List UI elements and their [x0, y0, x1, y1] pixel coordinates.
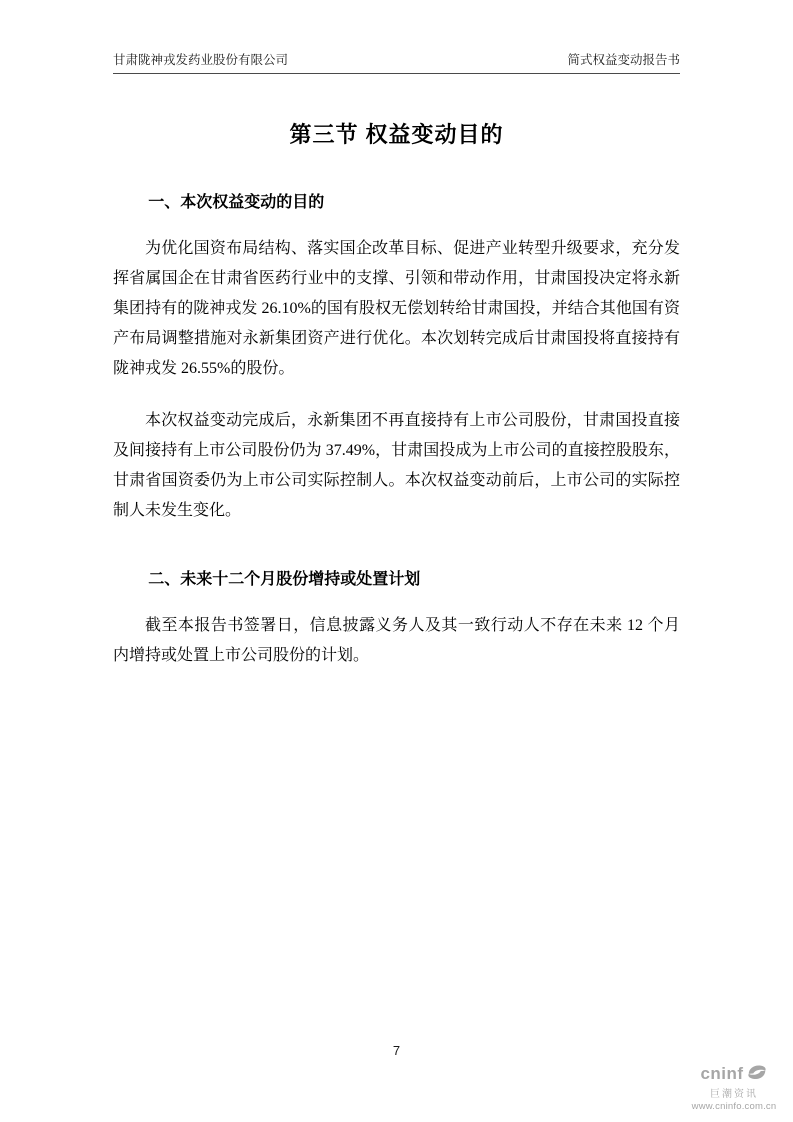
- chapter-title: 第三节 权益变动目的: [289, 122, 504, 147]
- header-report-title: 简式权益变动报告书: [567, 53, 680, 67]
- cninfo-logo-subtitle: 巨潮资讯: [710, 1088, 758, 1100]
- cninfo-swirl-icon: [746, 1061, 768, 1088]
- header-company-name: 甘肃陇神戎发药业股份有限公司: [113, 53, 289, 67]
- section-heading-1: 一、本次权益变动的目的: [148, 194, 325, 211]
- cninfo-logo-url: www.cninfo.com.cn: [691, 1100, 777, 1112]
- paragraph-3: 截至本报告书签署日，信息披露义务人及其一致行动人不存在未来 12 个月内增持或处置上市公司股份的计划。: [113, 617, 680, 664]
- paragraph-1: 为优化国资布局结构、落实国企改革目标、促进产业转型升级要求，充分发挥省属国企在甘肃省医药行业中的支撑、引领和带动作用，甘肃国投决定将永新集团持有的陇神戎发 26.10%的国有股权无偿划转给甘肃国投，并结合其他国有资产布局调整措施对永新集团资产进行优化。本次划转完成后甘肃国投将直接持有陇神戎发 26.55%的股份。: [113, 240, 680, 377]
- cninfo-logo-text: cninf: [700, 1063, 744, 1083]
- cninfo-logo: [679, 1061, 789, 1112]
- paragraph-2: 本次权益变动完成后，永新集团不再直接持有上市公司股份，甘肃国投直接及间接持有上市公司股份仍为 37.49%，甘肃国投成为上市公司的直接控股股东，甘肃省国资委仍为上市公司实际控制人。本次权益变动前后，上市公司的实际控制人未发生变化。: [113, 412, 680, 519]
- page-header: [113, 0, 680, 74]
- section-heading-2: 二、未来十二个月股份增持或处置计划: [148, 571, 421, 588]
- page-number: 7: [392, 1043, 401, 1058]
